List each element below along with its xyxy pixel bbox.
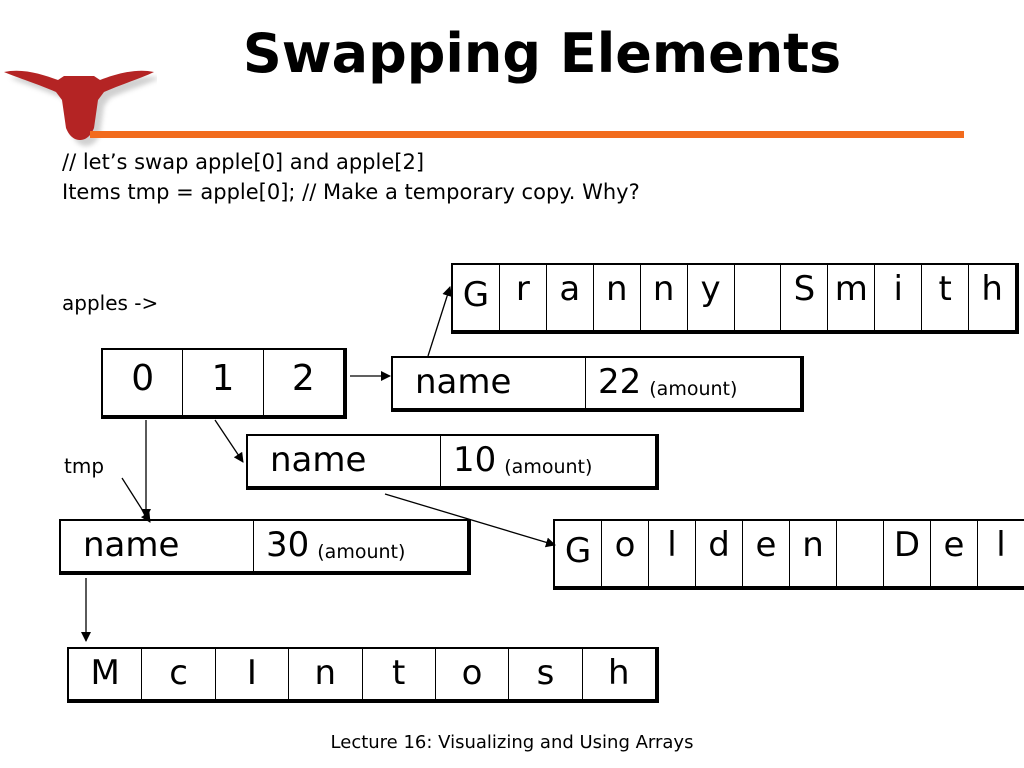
char-cell: n: [641, 265, 688, 330]
footer-caption: Lecture 16: Visualizing and Using Arrays: [330, 732, 694, 753]
char-cell: l: [649, 521, 696, 586]
char-cell: m: [828, 265, 875, 330]
char-cell: d: [696, 521, 743, 586]
object-amount-value: 30: [266, 525, 310, 565]
char-cell: o: [602, 521, 649, 586]
apples-label: apples ->: [62, 291, 159, 315]
char-cell: n: [790, 521, 837, 586]
char-cell: e: [743, 521, 790, 586]
object-amount-label: (amount): [649, 378, 738, 400]
char-cell: e: [931, 521, 978, 586]
char-cell: n: [594, 265, 641, 330]
char-cell: G: [555, 521, 602, 586]
object-amount-label: (amount): [317, 541, 406, 563]
char-cell: s: [509, 649, 582, 699]
char-cell: D: [884, 521, 931, 586]
code-line-1: // let’s swap apple[0] and apple[2]: [62, 150, 425, 174]
array-cell-0: 0: [103, 350, 183, 415]
char-cell: l: [996, 525, 1006, 565]
array-cell-2: 2: [291, 358, 315, 399]
page-title: Swapping Elements: [242, 22, 842, 85]
char-cell: c: [142, 649, 215, 699]
code-line-2: Items tmp = apple[0]; // Make a temporary copy. Why?: [62, 180, 640, 204]
char-cell: r: [500, 265, 547, 330]
char-cell: i: [875, 265, 922, 330]
char-cell: t: [363, 649, 436, 699]
tmp-label: tmp: [64, 454, 105, 478]
object-name-text: name: [415, 362, 512, 402]
object-amount-value: 22: [598, 362, 642, 402]
object-name-text: name: [270, 440, 367, 480]
arrow-obj10-to-golden: [385, 494, 555, 545]
arrow-obj22-to-granny: [428, 287, 450, 356]
char-cell: h: [608, 653, 630, 693]
arrow-index1-to-obj10: [215, 420, 243, 462]
object-name-text: name: [83, 525, 180, 565]
array-cell-1: 1: [183, 350, 263, 415]
char-cell: G: [453, 265, 500, 330]
char-cell: y: [688, 265, 735, 330]
char-cell: t: [922, 265, 969, 330]
char-cell: I: [216, 649, 289, 699]
char-cell: M: [69, 649, 142, 699]
char-cell: o: [436, 649, 509, 699]
char-cell: a: [547, 265, 594, 330]
object-amount-label: (amount): [504, 456, 593, 478]
char-cell: n: [289, 649, 362, 699]
char-cell: h: [981, 269, 1003, 309]
char-cell: S: [781, 265, 828, 330]
object-amount-value: 10: [453, 440, 497, 480]
